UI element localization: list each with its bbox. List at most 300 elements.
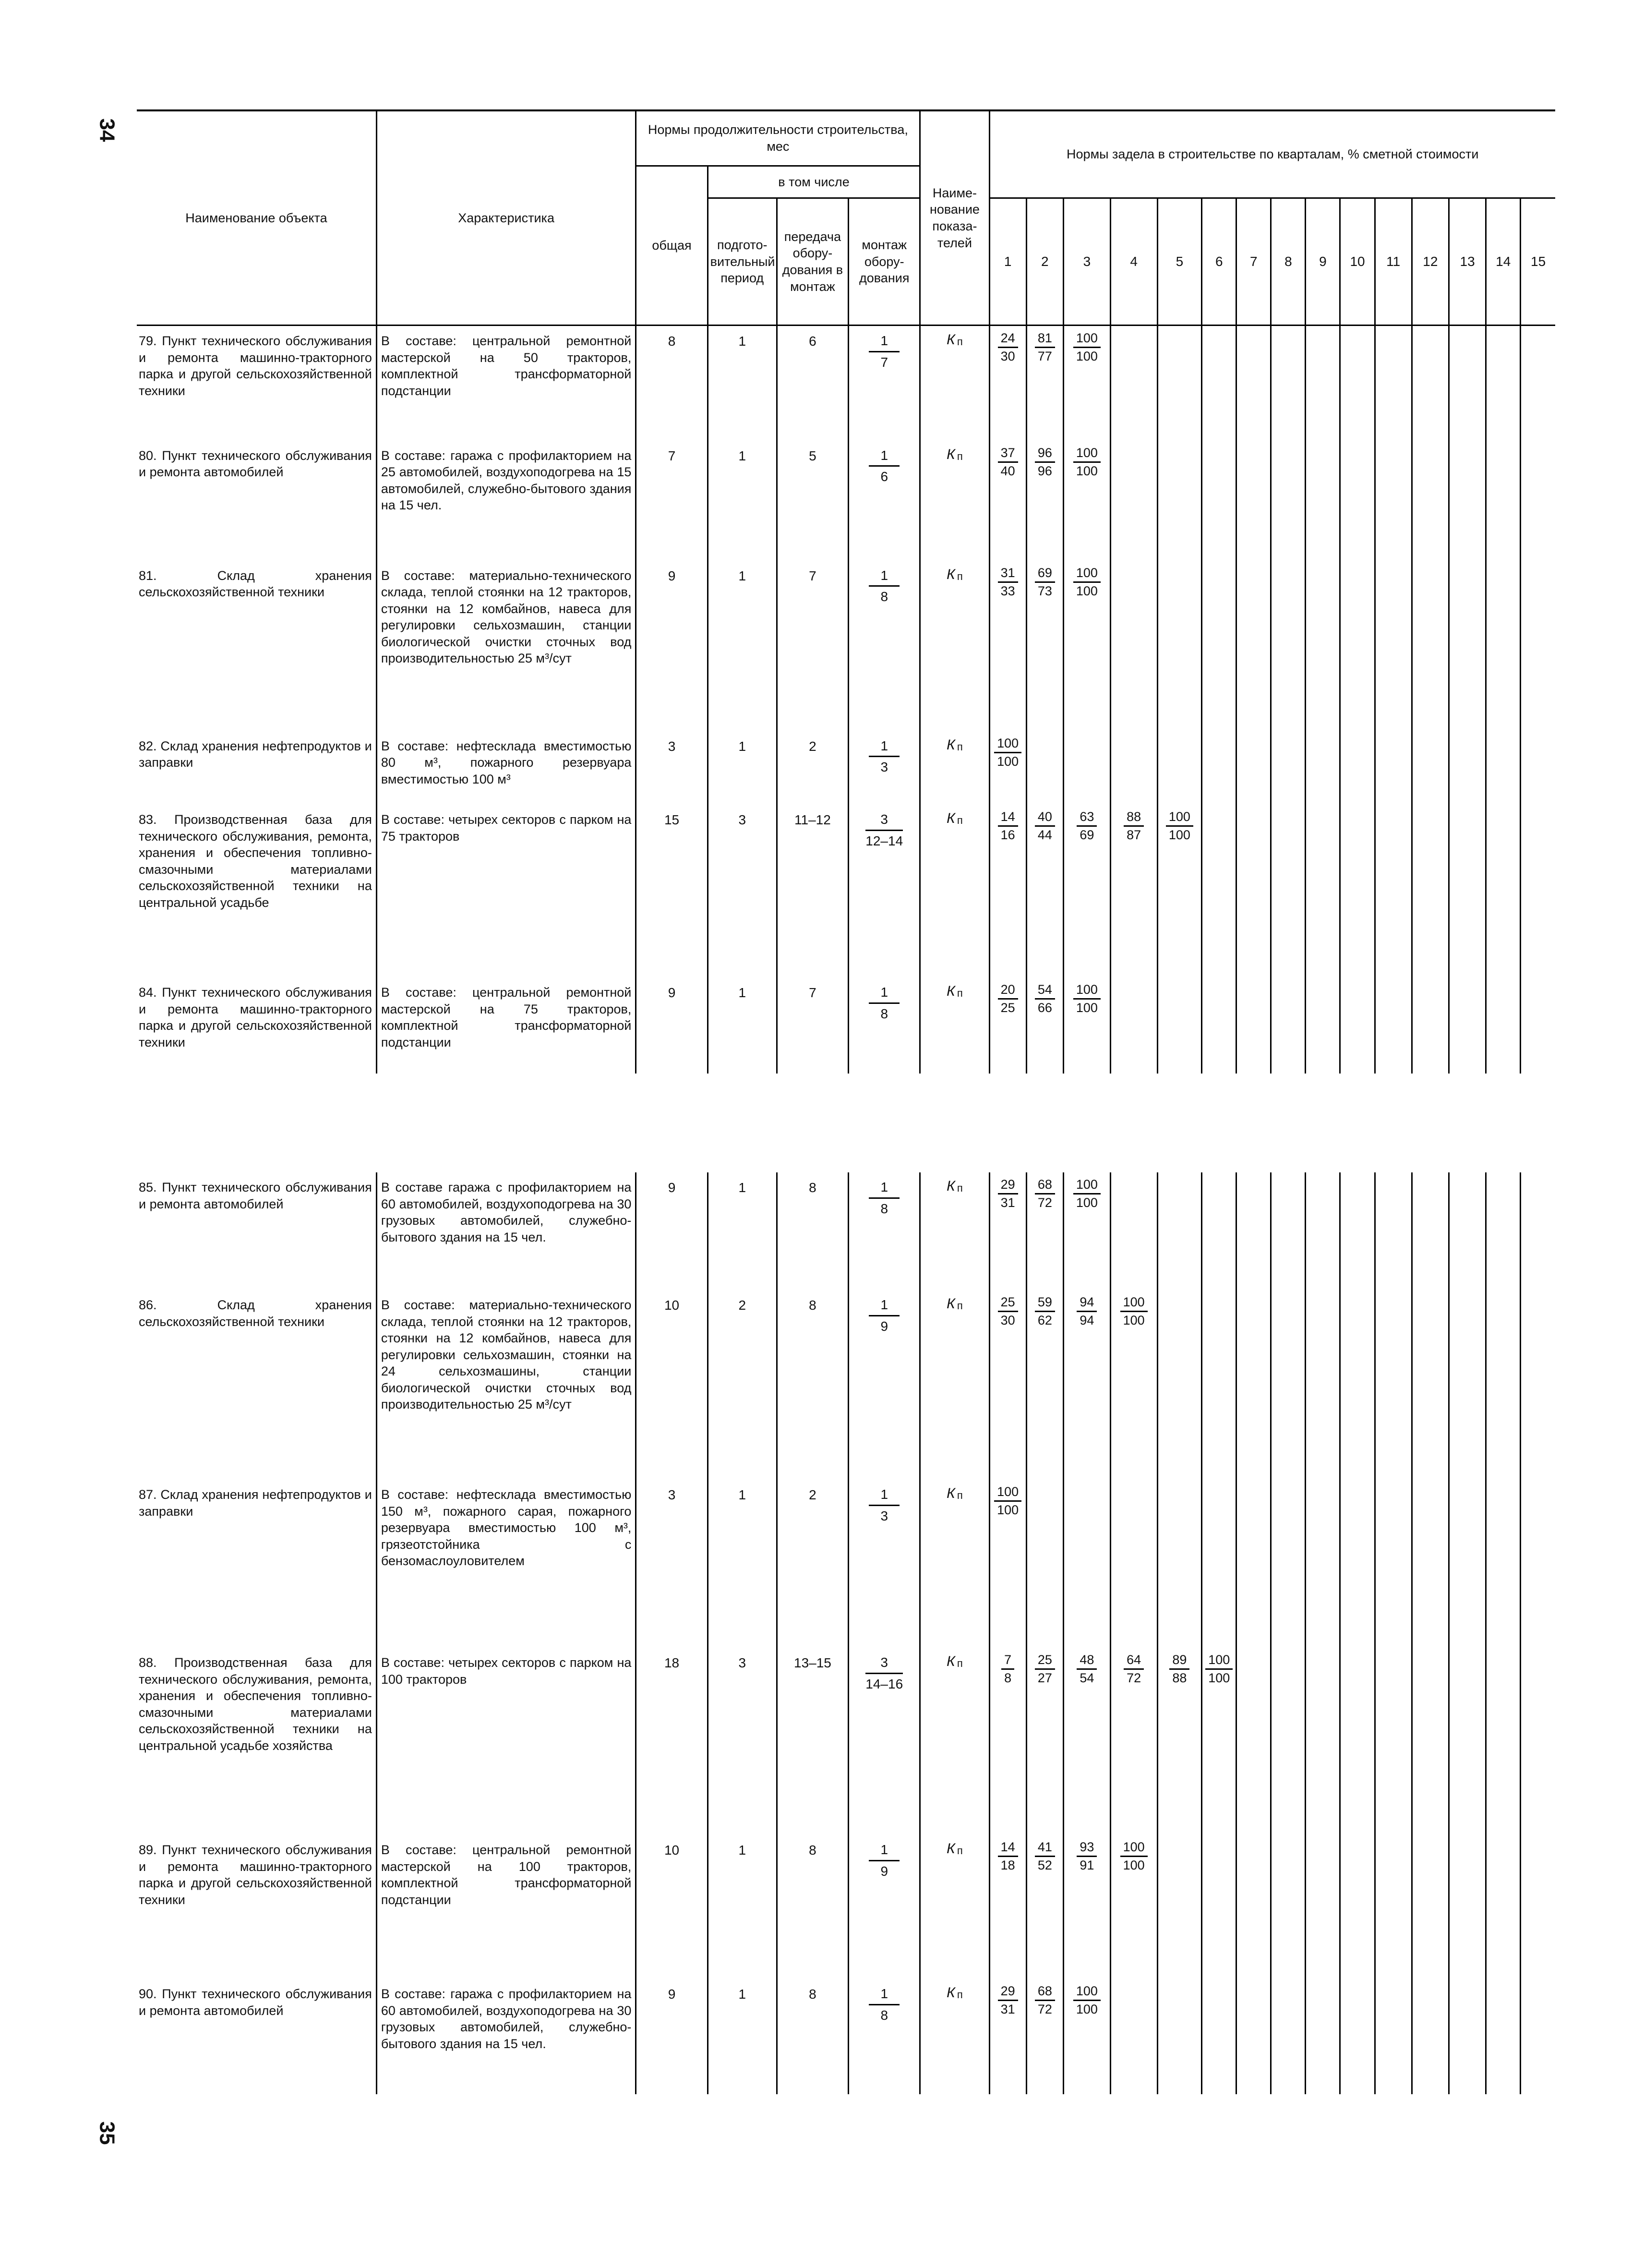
indicator-symbol: К — [947, 983, 955, 1000]
quarter-cell — [989, 731, 1026, 805]
quarter-cell — [1375, 441, 1412, 561]
quarter-cell — [1306, 731, 1340, 805]
quarter-cell — [1521, 805, 1555, 977]
backlog-fraction — [1035, 982, 1055, 1015]
duration-prep: 1 — [708, 731, 777, 805]
backlog-fraction — [994, 736, 1021, 769]
duration-transfer: 7 — [777, 977, 848, 1074]
quarter-cell — [1202, 326, 1236, 441]
backlog-fraction — [1073, 331, 1101, 364]
duration-transfer: 8 — [777, 1835, 848, 1979]
quarter-cell — [1110, 561, 1157, 731]
quarter-cell — [1271, 326, 1306, 441]
indicator-cell — [920, 977, 989, 1074]
duration-prep: 1 — [708, 326, 777, 441]
quarter-cell — [1271, 977, 1306, 1074]
quarter-cell — [1306, 326, 1340, 441]
indicator-subscript: п — [957, 1845, 963, 1857]
header-object-name: Наименование объекта — [137, 110, 376, 326]
quarter-cell — [989, 326, 1026, 441]
backlog-denominator: 66 — [1037, 1001, 1052, 1015]
backlog-denominator: 31 — [1000, 2002, 1015, 2017]
header-total: общая — [636, 166, 708, 326]
quarter-cell — [1306, 1835, 1340, 1979]
duration-total: 10 — [636, 1835, 708, 1979]
table-row — [137, 1979, 1555, 2094]
quarter-cell — [1236, 1648, 1271, 1835]
duration-total: 8 — [636, 326, 708, 441]
object-characteristic: В составе: материально-технического склада, теплой стоянки на 12 тракторов, стоянки на 12 комбайнов, навеса для регулировки сельхозмашин, стоянки на 24 сельхозмашины, станции биологической очистки сточных вод производительностью 25 м³/сут — [376, 1290, 636, 1480]
indicator-cell — [920, 731, 989, 805]
backlog-numerator: 31 — [998, 566, 1018, 583]
quarter-cell — [1486, 326, 1521, 441]
indicator-symbol: К — [947, 1841, 955, 1857]
indicator-cell — [920, 1979, 989, 2094]
backlog-denominator: 100 — [1076, 1195, 1098, 1210]
quarter-cell — [1026, 731, 1063, 805]
quarter-cell — [1236, 561, 1271, 731]
object-name: 80. Пункт технического обслуживания и ремонта автомобилей — [137, 441, 376, 561]
page-gap-cell — [137, 1074, 1555, 1172]
backlog-numerator: 41 — [1035, 1840, 1055, 1857]
quarter-cell — [1449, 1290, 1486, 1480]
object-characteristic: В составе: гаража с профилакторием на 25 автомобилей, воздухоподогрева на 15 автомобилей, служебно-бытового здания на 15 чел. — [376, 441, 636, 561]
backlog-numerator: 100 — [994, 1484, 1021, 1502]
backlog-fraction — [1001, 1653, 1014, 1686]
quarter-cell — [1157, 441, 1202, 561]
indicator-symbol: К — [947, 566, 955, 582]
quarter-cell — [1157, 1835, 1202, 1979]
quarter-cell — [1340, 326, 1375, 441]
backlog-numerator: 81 — [1035, 331, 1055, 348]
quarter-cell — [1449, 1979, 1486, 2094]
quarter-cell — [1236, 1979, 1271, 2094]
fraction-numerator: 1 — [869, 333, 900, 352]
backlog-fraction — [998, 1295, 1018, 1328]
fraction-denominator: 3 — [880, 1508, 888, 1523]
indicator-subscript: п — [957, 1489, 963, 1502]
object-name: 83. Производственная база для технического обслуживания, ремонта, хранения и обеспечения топливно-смазочными материалами сельскохозяйственной техники на центральной усадьбе — [137, 805, 376, 977]
backlog-denominator: 77 — [1037, 349, 1052, 364]
quarter-cell — [1521, 1290, 1555, 1480]
install-fraction — [869, 567, 900, 605]
backlog-numerator: 88 — [1124, 809, 1144, 827]
quarter-cell — [1375, 977, 1412, 1074]
table-row — [137, 1172, 1555, 1290]
quarter-number: 10 — [1340, 198, 1375, 326]
quarter-cell — [1063, 1290, 1110, 1480]
fraction-denominator: 8 — [880, 2007, 888, 2023]
object-characteristic: В составе: гаража с профилакторием на 60 автомобилей, воздухоподогрева на 30 грузовых автомобилей, служебно-бытового здания на 15 чел. — [376, 1979, 636, 2094]
object-name: 82. Склад хранения нефтепродуктов и заправки — [137, 731, 376, 805]
quarter-cell — [1063, 977, 1110, 1074]
backlog-numerator: 14 — [998, 809, 1018, 827]
fraction-numerator: 3 — [865, 811, 903, 831]
backlog-fraction — [998, 566, 1018, 599]
duration-install — [849, 1480, 920, 1648]
indicator-cell — [920, 1480, 989, 1648]
backlog-fraction — [1035, 331, 1055, 364]
quarter-cell — [1026, 1979, 1063, 2094]
indicator-cell — [920, 561, 989, 731]
backlog-numerator: 100 — [1120, 1295, 1148, 1312]
duration-transfer: 8 — [777, 1979, 848, 2094]
quarter-cell — [1026, 326, 1063, 441]
backlog-fraction — [1035, 1984, 1055, 2017]
quarter-cell — [1375, 1480, 1412, 1648]
duration-prep: 1 — [708, 1172, 777, 1290]
quarter-cell — [1306, 1290, 1340, 1480]
object-name: 79. Пункт технического обслуживания и ремонта машинно-тракторного парка и другой сельскохозяйственной техники — [137, 326, 376, 441]
quarter-cell — [1521, 441, 1555, 561]
backlog-fraction — [998, 809, 1018, 843]
quarter-cell — [1486, 1172, 1521, 1290]
backlog-denominator: 100 — [1208, 1671, 1230, 1686]
quarter-cell — [1486, 1480, 1521, 1648]
backlog-fraction — [998, 1840, 1018, 1873]
header-indicator-name: Наиме-нование показа-телей — [920, 110, 989, 326]
backlog-fraction — [1166, 809, 1193, 843]
quarter-cell — [1026, 805, 1063, 977]
quarter-cell — [1449, 1480, 1486, 1648]
quarter-cell — [1202, 561, 1236, 731]
quarter-cell — [1521, 1172, 1555, 1290]
quarter-number: 12 — [1412, 198, 1449, 326]
backlog-numerator: 37 — [998, 446, 1018, 463]
quarter-cell — [1412, 1979, 1449, 2094]
quarter-cell — [1375, 1290, 1412, 1480]
quarter-cell — [1202, 731, 1236, 805]
table-row — [137, 326, 1555, 441]
quarter-cell — [1063, 805, 1110, 977]
install-fraction — [869, 447, 900, 485]
table-header — [137, 110, 1555, 326]
quarter-cell — [1236, 1290, 1271, 1480]
quarter-cell — [1110, 977, 1157, 1074]
quarter-cell — [1271, 1172, 1306, 1290]
quarter-cell — [1026, 441, 1063, 561]
quarter-cell — [1110, 1979, 1157, 2094]
duration-total: 9 — [636, 977, 708, 1074]
quarter-cell — [1157, 1979, 1202, 2094]
object-name: 89. Пункт технического обслуживания и ремонта машинно-тракторного парка и другой сельскохозяйственной техники — [137, 1835, 376, 1979]
duration-prep: 1 — [708, 441, 777, 561]
backlog-numerator: 89 — [1169, 1653, 1189, 1670]
quarter-cell — [1449, 561, 1486, 731]
indicator-subscript: п — [957, 450, 963, 462]
quarter-cell — [1202, 1835, 1236, 1979]
quarter-number: 1 — [989, 198, 1026, 326]
duration-prep: 3 — [708, 1648, 777, 1835]
quarter-cell — [1412, 326, 1449, 441]
table-row — [137, 441, 1555, 561]
backlog-fraction — [1124, 809, 1144, 843]
header-duration-norms: Нормы продолжительности строительства, мес — [636, 110, 920, 166]
quarter-cell — [989, 1480, 1026, 1648]
backlog-denominator: 100 — [1076, 463, 1098, 478]
quarter-number: 4 — [1110, 198, 1157, 326]
object-characteristic: В составе гаража с профилакторием на 60 автомобилей, воздухоподогрева на 30 грузовых автомобилей, служебно-бытового здания на 15 чел. — [376, 1172, 636, 1290]
fraction-numerator: 1 — [869, 1297, 900, 1316]
object-name: 81. Склад хранения сельскохозяйственной техники — [137, 561, 376, 731]
quarter-cell — [1412, 1480, 1449, 1648]
backlog-denominator: 73 — [1037, 583, 1052, 598]
backlog-numerator: 100 — [1205, 1653, 1233, 1670]
backlog-fraction — [998, 331, 1018, 364]
quarter-cell — [1521, 1835, 1555, 1979]
quarter-cell — [1202, 977, 1236, 1074]
backlog-fraction — [1073, 982, 1101, 1015]
table-row — [137, 1290, 1555, 1480]
duration-transfer: 2 — [777, 731, 848, 805]
indicator-symbol: К — [947, 1653, 955, 1670]
quarter-cell — [1306, 1979, 1340, 2094]
quarter-cell — [1486, 561, 1521, 731]
backlog-numerator: 25 — [998, 1295, 1018, 1312]
quarter-cell — [1236, 731, 1271, 805]
page-gap — [137, 1074, 1555, 1172]
duration-prep: 1 — [708, 1835, 777, 1979]
backlog-denominator: 100 — [1076, 349, 1098, 364]
quarter-cell — [1026, 1835, 1063, 1979]
quarter-cell — [1375, 805, 1412, 977]
quarter-cell — [1063, 561, 1110, 731]
object-name: 85. Пункт технического обслуживания и ремонта автомобилей — [137, 1172, 376, 1290]
quarter-cell — [1412, 1290, 1449, 1480]
backlog-fraction — [1073, 1984, 1101, 2017]
backlog-fraction — [1035, 1295, 1055, 1328]
quarter-cell — [1271, 1979, 1306, 2094]
quarter-cell — [1375, 326, 1412, 441]
backlog-denominator: 100 — [997, 1503, 1019, 1518]
duration-prep: 1 — [708, 561, 777, 731]
object-name: 84. Пункт технического обслуживания и ремонта машинно-тракторного парка и другой сельскохозяйственной техники — [137, 977, 376, 1074]
quarter-cell — [1202, 441, 1236, 561]
duration-total: 7 — [636, 441, 708, 561]
quarter-cell — [1412, 561, 1449, 731]
quarter-cell — [1063, 1172, 1110, 1290]
quarter-cell — [1236, 1835, 1271, 1979]
quarter-cell — [1340, 1979, 1375, 2094]
duration-install — [849, 1648, 920, 1835]
quarter-cell — [1486, 1648, 1521, 1835]
header-characteristic: Характеристика — [376, 110, 636, 326]
install-fraction — [869, 984, 900, 1022]
quarter-cell — [1340, 561, 1375, 731]
quarter-cell — [1271, 1835, 1306, 1979]
backlog-denominator: 72 — [1037, 2002, 1052, 2017]
quarter-cell — [1449, 1648, 1486, 1835]
quarter-cell — [1157, 1648, 1202, 1835]
quarter-cell — [1340, 977, 1375, 1074]
quarter-number: 5 — [1157, 198, 1202, 326]
quarter-cell — [1026, 1172, 1063, 1290]
quarter-cell — [1412, 1835, 1449, 1979]
backlog-denominator: 100 — [1168, 828, 1190, 843]
object-characteristic: В составе: четырех секторов с парком на 75 тракторов — [376, 805, 636, 977]
backlog-denominator: 52 — [1037, 1858, 1052, 1873]
backlog-denominator: 31 — [1000, 1195, 1015, 1210]
backlog-denominator: 100 — [1076, 1001, 1098, 1015]
fraction-denominator: 7 — [880, 354, 888, 370]
indicator-symbol: К — [947, 446, 955, 462]
backlog-denominator: 62 — [1037, 1313, 1052, 1328]
quarter-cell — [1486, 1290, 1521, 1480]
quarter-cell — [1412, 1172, 1449, 1290]
quarter-cell — [1449, 1172, 1486, 1290]
install-fraction — [869, 1486, 900, 1524]
backlog-fraction — [998, 446, 1018, 479]
quarter-cell — [989, 1979, 1026, 2094]
object-characteristic: В составе: нефтесклада вместимостью 80 м³, пожарного резервуара вместимостью 100 м³ — [376, 731, 636, 805]
quarter-cell — [1486, 731, 1521, 805]
duration-install — [849, 1979, 920, 2094]
duration-install — [849, 977, 920, 1074]
quarter-cell — [989, 1290, 1026, 1480]
backlog-denominator: 30 — [1000, 349, 1015, 364]
quarter-cell — [1306, 977, 1340, 1074]
quarter-cell — [1236, 326, 1271, 441]
backlog-numerator: 100 — [1073, 566, 1101, 583]
backlog-numerator: 29 — [998, 1984, 1018, 2001]
table-row — [137, 1835, 1555, 1979]
quarter-cell — [989, 1172, 1026, 1290]
quarter-cell — [1449, 977, 1486, 1074]
indicator-symbol: К — [947, 810, 955, 827]
install-fraction — [869, 1842, 900, 1879]
backlog-numerator: 14 — [998, 1840, 1018, 1857]
object-name: 90. Пункт технического обслуживания и ремонта автомобилей — [137, 1979, 376, 2094]
backlog-denominator: 25 — [1000, 1001, 1015, 1015]
indicator-cell — [920, 805, 989, 977]
backlog-denominator: 94 — [1080, 1313, 1094, 1328]
quarter-cell — [1306, 1648, 1340, 1835]
quarter-cell — [1521, 977, 1555, 1074]
indicator-subscript: п — [957, 740, 963, 753]
backlog-numerator: 93 — [1077, 1840, 1097, 1857]
backlog-fraction — [1077, 1840, 1097, 1873]
quarter-cell — [1306, 441, 1340, 561]
backlog-denominator: 30 — [1000, 1313, 1015, 1328]
quarter-cell — [1375, 561, 1412, 731]
quarter-number: 2 — [1026, 198, 1063, 326]
quarter-cell — [1375, 1172, 1412, 1290]
quarter-number: 15 — [1521, 198, 1555, 326]
indicator-subscript: п — [957, 987, 963, 1000]
quarter-cell — [1063, 441, 1110, 561]
backlog-numerator: 94 — [1077, 1295, 1097, 1312]
quarter-cell — [1340, 805, 1375, 977]
fraction-denominator: 9 — [880, 1863, 888, 1879]
install-fraction — [869, 1297, 900, 1334]
duration-install — [849, 805, 920, 977]
quarter-cell — [1271, 441, 1306, 561]
backlog-numerator: 40 — [1035, 809, 1055, 827]
indicator-cell — [920, 1172, 989, 1290]
quarter-cell — [1375, 1835, 1412, 1979]
install-fraction — [865, 1654, 903, 1692]
backlog-denominator: 100 — [1076, 583, 1098, 598]
quarter-cell — [1521, 1648, 1555, 1835]
backlog-denominator: 16 — [1000, 828, 1015, 843]
quarter-cell — [1521, 1979, 1555, 2094]
quarter-cell — [1449, 441, 1486, 561]
backlog-numerator: 100 — [1073, 1177, 1101, 1194]
quarter-cell — [1202, 1172, 1236, 1290]
duration-install — [849, 1835, 920, 1979]
quarter-number: 6 — [1202, 198, 1236, 326]
backlog-fraction — [1073, 1177, 1101, 1210]
fraction-denominator: 9 — [880, 1318, 888, 1334]
backlog-denominator: 100 — [1123, 1313, 1145, 1328]
duration-prep: 1 — [708, 977, 777, 1074]
backlog-numerator: 96 — [1035, 446, 1055, 463]
backlog-fraction — [1035, 1653, 1055, 1686]
duration-total: 3 — [636, 1480, 708, 1648]
duration-install — [849, 326, 920, 441]
object-name: 87. Склад хранения нефтепродуктов и заправки — [137, 1480, 376, 1648]
quarter-cell — [1486, 441, 1521, 561]
indicator-symbol: К — [947, 1178, 955, 1194]
quarter-cell — [1340, 1648, 1375, 1835]
backlog-numerator: 25 — [1035, 1653, 1055, 1670]
quarter-cell — [1026, 1290, 1063, 1480]
fraction-numerator: 1 — [869, 738, 900, 758]
backlog-fraction — [1035, 1177, 1055, 1210]
indicator-cell — [920, 441, 989, 561]
backlog-fraction — [1169, 1653, 1189, 1686]
backlog-fraction — [1035, 446, 1055, 479]
quarter-cell — [1271, 561, 1306, 731]
backlog-numerator: 100 — [1073, 982, 1101, 1000]
quarter-cell — [1202, 805, 1236, 977]
duration-install — [849, 441, 920, 561]
quarter-cell — [1340, 731, 1375, 805]
install-fraction — [869, 738, 900, 775]
duration-prep: 3 — [708, 805, 777, 977]
backlog-numerator: 100 — [994, 736, 1021, 753]
backlog-denominator: 69 — [1080, 828, 1094, 843]
quarter-cell — [1486, 805, 1521, 977]
backlog-denominator: 87 — [1127, 828, 1141, 843]
quarter-number: 3 — [1063, 198, 1110, 326]
norms-table-container — [137, 109, 1555, 2094]
quarter-cell — [1157, 1290, 1202, 1480]
quarter-cell — [1157, 561, 1202, 731]
duration-total: 10 — [636, 1290, 708, 1480]
quarter-number: 8 — [1271, 198, 1306, 326]
quarter-cell — [1486, 1979, 1521, 2094]
duration-transfer: 8 — [777, 1172, 848, 1290]
backlog-denominator: 8 — [1004, 1671, 1012, 1686]
quarter-cell — [1412, 731, 1449, 805]
backlog-numerator: 100 — [1073, 446, 1101, 463]
indicator-subscript: п — [957, 1182, 963, 1194]
fraction-numerator: 1 — [869, 984, 900, 1004]
backlog-denominator: 54 — [1080, 1671, 1094, 1686]
duration-transfer: 13–15 — [777, 1648, 848, 1835]
indicator-cell — [920, 1835, 989, 1979]
quarter-cell — [1063, 731, 1110, 805]
quarter-cell — [1157, 977, 1202, 1074]
quarter-cell — [1340, 1480, 1375, 1648]
backlog-numerator: 63 — [1077, 809, 1097, 827]
backlog-fraction — [1073, 446, 1101, 479]
quarter-cell — [1340, 441, 1375, 561]
backlog-denominator: 33 — [1000, 583, 1015, 598]
quarter-number: 14 — [1486, 198, 1521, 326]
duration-install — [849, 561, 920, 731]
